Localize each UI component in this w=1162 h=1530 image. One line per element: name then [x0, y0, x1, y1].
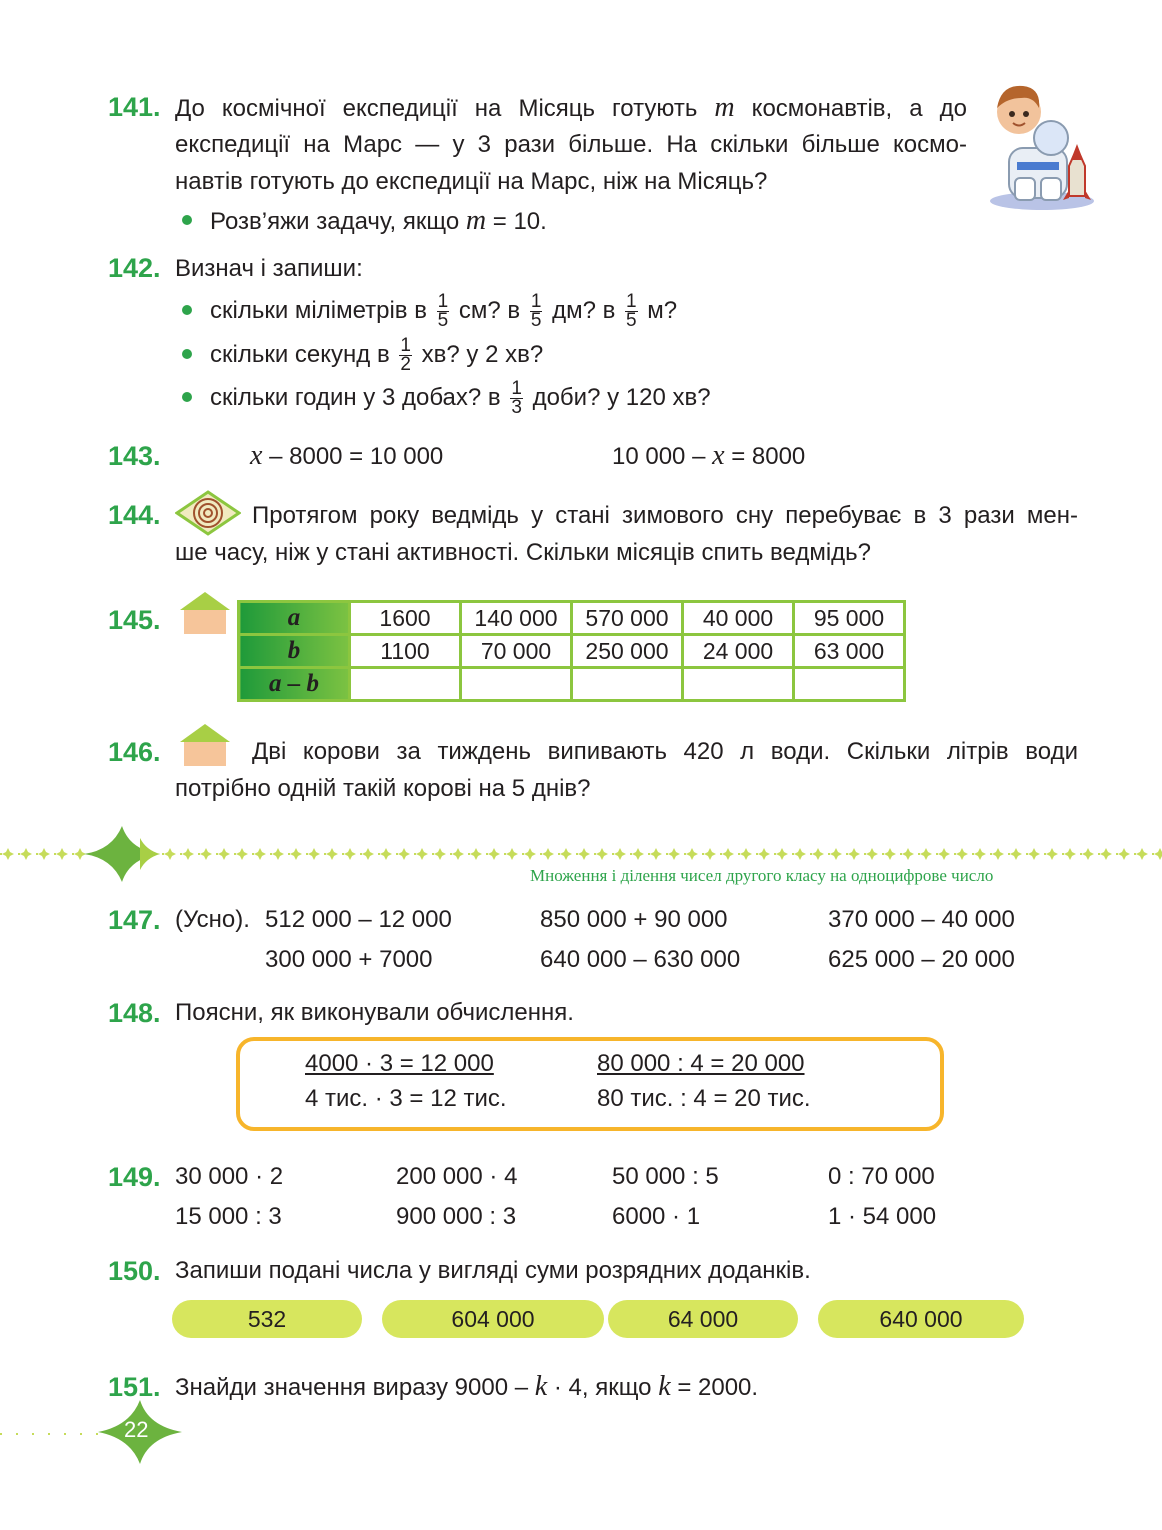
page-number-badge: [0, 1396, 200, 1468]
bullet-item: [210, 202, 547, 240]
table-cell: 24 000: [683, 635, 794, 668]
divider-star: [1082, 848, 1094, 860]
data-table: [237, 600, 906, 702]
house-icon: [178, 722, 232, 768]
task-text: [175, 89, 967, 200]
table-cell-empty: [350, 668, 461, 701]
expression: 300 000 + 7000: [265, 946, 433, 973]
divider-star: [992, 848, 1004, 860]
task-number: 144.: [108, 500, 161, 530]
divider-star: [1028, 848, 1040, 860]
bullet-icon: [182, 215, 192, 225]
divider-star: [326, 848, 338, 860]
table-cell: 1100: [350, 635, 461, 668]
expression: 15 000 : 3: [175, 1203, 282, 1230]
equation: [612, 437, 805, 475]
divider-star: [290, 848, 302, 860]
table-cell-empty: [683, 668, 794, 701]
divider-star: [902, 848, 914, 860]
divider-star: [1100, 848, 1112, 860]
divider-star: [380, 848, 392, 860]
task-number: 148.: [108, 998, 161, 1028]
task-number: 145.: [108, 605, 161, 635]
divider-star: [452, 848, 464, 860]
expression: 6000 · 1: [612, 1203, 701, 1230]
task-text: Визнач і запиши:: [175, 255, 363, 282]
variable: m: [465, 205, 487, 236]
divider-star: [1136, 848, 1148, 860]
divider-star: [956, 848, 968, 860]
bullet-text: = 10.: [492, 208, 547, 235]
table-cell-empty: [794, 668, 905, 701]
divider-star: [506, 848, 518, 860]
bullet-item: [210, 292, 677, 330]
example-line: 80 000 : 4 = 20 000: [597, 1050, 805, 1077]
table-cell: 63 000: [794, 635, 905, 668]
divider-star: [794, 848, 806, 860]
divider-star: [938, 848, 950, 860]
divider-star: [578, 848, 590, 860]
bullet-text: скільки міліметрів в: [210, 297, 427, 324]
divider-star: [542, 848, 554, 860]
variable: k: [534, 1371, 548, 1402]
number-pill: 64 000: [608, 1300, 798, 1338]
divider-star: [362, 848, 374, 860]
expression: 900 000 : 3: [396, 1203, 517, 1230]
divider-star: [614, 848, 626, 860]
fraction: $\frac{1}{2}$: [400, 335, 411, 376]
divider-star: [1010, 848, 1022, 860]
number-pill: 640 000: [818, 1300, 1024, 1338]
variable: k: [658, 1371, 671, 1402]
bullet-icon: [182, 349, 192, 359]
astronaut-illustration: [985, 78, 1100, 213]
example-line: 4 тис. · 3 = 12 тис.: [305, 1085, 507, 1112]
divider-star: [830, 848, 842, 860]
divider-star: [758, 848, 770, 860]
divider-star: [344, 848, 356, 860]
fraction: $\frac{1}{5}$: [437, 291, 449, 332]
divider-star: [812, 848, 824, 860]
maze-icon: [175, 490, 241, 536]
expression: 512 000 – 12 000: [265, 906, 452, 933]
number-pill: 604 000: [382, 1300, 604, 1338]
divider-star: [650, 848, 662, 860]
section-title: Множення і ділення чисел другого класу на одноцифрове число: [530, 866, 994, 885]
equation: [250, 437, 443, 475]
bullet-text: см? в: [458, 297, 521, 324]
house-icon: [178, 590, 232, 636]
expression: 370 000 – 40 000: [828, 906, 1015, 933]
bullet-text: скільки секунд в: [210, 341, 390, 368]
divider-star: [308, 848, 320, 860]
divider-star: [2, 848, 14, 860]
equation-text: – 8000 = 10 000: [269, 443, 444, 470]
divider-star: [488, 848, 500, 860]
task-number: 142.: [108, 253, 161, 283]
example-line: 4000 · 3 = 12 000: [305, 1050, 494, 1077]
table-cell: 95 000: [794, 602, 905, 635]
divider-star: [20, 848, 32, 860]
task-number: 141.: [108, 92, 161, 122]
task-text-line: експедиції на Марс — у 3 рази більше. На скільки більше космо-: [175, 131, 967, 158]
variable: x: [250, 440, 263, 471]
divider-star: [182, 848, 194, 860]
bullet-text: дм? в: [552, 297, 616, 324]
divider-star: [254, 848, 266, 860]
table-cell: 570 000: [572, 602, 683, 635]
task-number: 146.: [108, 737, 161, 767]
variable: m: [714, 92, 735, 123]
task-text-part: = 2000.: [677, 1374, 759, 1401]
row-header: a – b: [239, 668, 350, 701]
task-text-part: До космічної експедиції на Місяць готують: [175, 95, 698, 122]
divider-star: [1118, 848, 1130, 860]
divider-star: [776, 848, 788, 860]
task-text: Запиши подані числа у вигляді суми розрядних доданків.: [175, 1257, 811, 1284]
bullet-text: скільки годин у 3 добах? в: [210, 384, 501, 411]
table-cell-empty: [461, 668, 572, 701]
task-text-line: Протягом року ведмідь у стані зимового сну перебуває в 3 рази мен-: [252, 502, 1078, 529]
divider-star: [524, 848, 536, 860]
divider-star: [686, 848, 698, 860]
divider-star: [38, 848, 50, 860]
equation-text: 10 000 –: [612, 443, 706, 470]
divider-star: [218, 848, 230, 860]
task-text: Поясни, як виконували обчислення.: [175, 999, 574, 1026]
divider-star: [704, 848, 716, 860]
expression: 625 000 – 20 000: [828, 946, 1015, 973]
divider-star: [1046, 848, 1058, 860]
table-row: [239, 602, 905, 635]
divider-star: [434, 848, 446, 860]
row-header: b: [239, 635, 350, 668]
bullet-icon: [182, 392, 192, 402]
task-text-line: потрібно одній такій корові на 5 днів?: [175, 775, 591, 802]
page-number: 22: [124, 1417, 149, 1442]
equation-text: = 8000: [731, 443, 806, 470]
task-text-part: космонавтів, а до: [751, 95, 967, 122]
example-line: 80 тис. : 4 = 20 тис.: [597, 1085, 811, 1112]
task-number: 150.: [108, 1256, 161, 1286]
expression: 850 000 + 90 000: [540, 906, 728, 933]
divider-star: [668, 848, 680, 860]
fraction: $\frac{1}{5}$: [530, 291, 542, 332]
table-cell: 140 000: [461, 602, 572, 635]
divider-star: [866, 848, 878, 860]
expression: 30 000 · 2: [175, 1163, 284, 1190]
divider-star: [632, 848, 644, 860]
task-text-line: Дві корови за тиждень випивають 420 л води. Скільки літрів води: [252, 738, 1078, 765]
table-cell: 70 000: [461, 635, 572, 668]
divider-star: [722, 848, 734, 860]
table-cell: 1600: [350, 602, 461, 635]
expression: 640 000 – 630 000: [540, 946, 741, 973]
divider-star: [200, 848, 212, 860]
bullet-text: доби? у 120 хв?: [532, 384, 711, 411]
divider-star: [398, 848, 410, 860]
task-text-part: · 4, якщо: [553, 1374, 652, 1401]
divider-star: [884, 848, 896, 860]
divider-star: [596, 848, 608, 860]
bullet-text: Розв’яжи задачу, якщо: [210, 208, 460, 235]
divider-star: [740, 848, 752, 860]
task-number: 147.: [108, 905, 161, 935]
expression: 200 000 · 4: [396, 1163, 518, 1190]
fraction: $\frac{1}{3}$: [511, 378, 522, 419]
variable: x: [712, 440, 725, 471]
bullet-icon: [182, 305, 192, 315]
divider-star: [560, 848, 572, 860]
divider-star: [974, 848, 986, 860]
divider-star: [272, 848, 284, 860]
task-text-line: навтів готують до експедиції на Марс, ніж на Місяць?: [175, 168, 768, 195]
divider-star: [56, 848, 68, 860]
bullet-text: м?: [647, 297, 678, 324]
expression: 0 : 70 000: [828, 1163, 935, 1190]
table-row: [239, 668, 905, 701]
task-text-line: ше часу, ніж у стані активності. Скільки місяців спить ведмідь?: [175, 539, 872, 566]
bullet-item: [210, 336, 543, 374]
bullet-item: [210, 379, 711, 417]
row-header: a: [239, 602, 350, 635]
table-cell: 40 000: [683, 602, 794, 635]
number-pill: 532: [172, 1300, 362, 1338]
task-text-part: Знайди значення виразу 9000 –: [175, 1374, 529, 1401]
expression: 50 000 : 5: [612, 1163, 719, 1190]
bullet-text: хв? у 2 хв?: [421, 341, 544, 368]
expression: 1 · 54 000: [828, 1203, 937, 1230]
table-cell: 250 000: [572, 635, 683, 668]
task-text: [175, 1368, 758, 1406]
fraction: $\frac{1}{5}$: [626, 291, 637, 332]
divider-star: [416, 848, 428, 860]
divider-star: [164, 848, 176, 860]
divider-star: [1154, 848, 1162, 860]
table-cell-empty: [572, 668, 683, 701]
divider-star: [848, 848, 860, 860]
task-prefix: (Усно).: [175, 906, 250, 933]
divider-star: [1064, 848, 1076, 860]
divider-star: [920, 848, 932, 860]
table-row: [239, 635, 905, 668]
task-number: 143.: [108, 441, 161, 471]
task-number: 149.: [108, 1162, 161, 1192]
divider-star: [470, 848, 482, 860]
divider-star: [236, 848, 248, 860]
task-number: 151.: [108, 1372, 161, 1402]
